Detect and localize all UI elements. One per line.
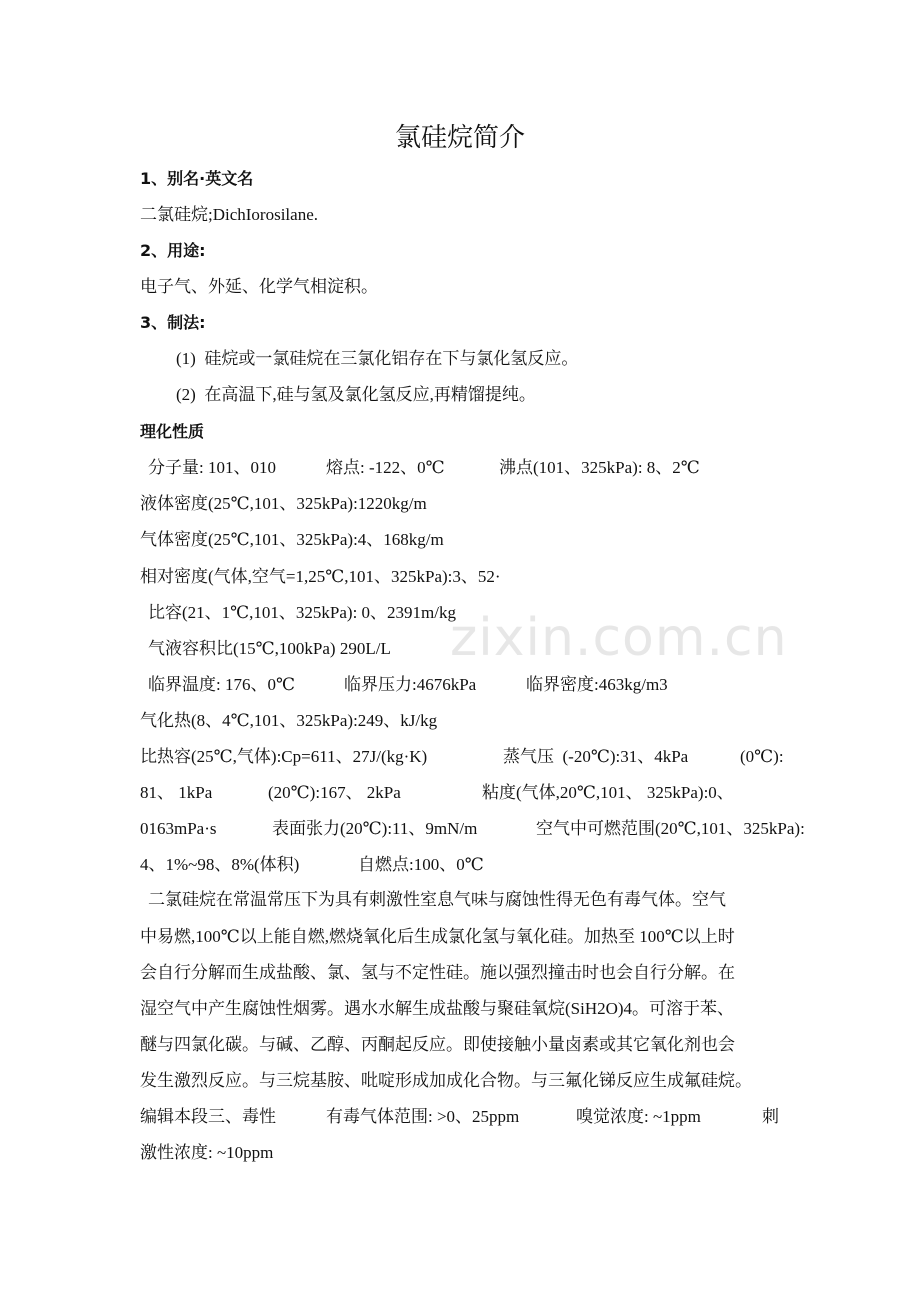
prop-viscosity: 粘度(气体,20℃,101、 325kPa):0、 bbox=[482, 783, 734, 802]
description-line-3: 会自行分解而生成盐酸、氯、氢与不定性硅。施以强烈撞击时也会自行分解。在 bbox=[140, 963, 735, 982]
section-3-item-2: (2) 在高温下,硅与氢及氯化氢反应,再精馏提纯。 bbox=[176, 385, 536, 404]
prop-flammable-range-value: 4、1%~98、8%(体积) bbox=[140, 855, 300, 874]
prop-autoignition-point: 自燃点:100、0℃ bbox=[358, 855, 484, 874]
prop-viscosity-value: 0163mPa·s bbox=[140, 819, 217, 838]
description-line-5: 醚与四氯化碳。与碱、乙醇、丙酮起反应。即使接触小量卤素或其它氧化剂也会 bbox=[140, 1035, 735, 1054]
prop-vapor-pressure-value: 81、 1kPa bbox=[140, 783, 213, 802]
toxicity-irritation-concentration: 激性浓度: ~10ppm bbox=[140, 1143, 274, 1162]
toxicity-heading: 编辑本段三、毒性 bbox=[140, 1107, 276, 1126]
toxicity-irritation-prefix: 刺 bbox=[762, 1107, 779, 1126]
prop-molecular-weight: 分子量: 101、010 bbox=[148, 458, 276, 477]
prop-liquid-density: 液体密度(25℃,101、325kPa):1220kg/m bbox=[140, 494, 427, 513]
description-line-1: 二氯硅烷在常温常压下为具有刺激性室息气味与腐蚀性得无色有毒气体。空气 bbox=[148, 890, 726, 909]
prop-melting-point: 熔点: -122、0℃ bbox=[326, 458, 445, 477]
properties-heading: 理化性质 bbox=[140, 422, 205, 441]
prop-vapor-pressure-0c: (0℃): bbox=[740, 747, 784, 766]
prop-specific-volume: 比容(21、1℃,101、325kPa): 0、2391m/kg bbox=[148, 603, 457, 622]
section-2-body: 电子气、外延、化学气相淀积。 bbox=[140, 277, 378, 296]
prop-heat-of-vaporization: 气化热(8、4℃,101、325kPa):249、kJ/kg bbox=[140, 711, 438, 730]
prop-boiling-point: 沸点(101、325kPa): 8、2℃ bbox=[499, 458, 700, 477]
section-3-item-1: (1) 硅烷或一氯硅烷在三氯化铝存在下与氯化氢反应。 bbox=[176, 349, 579, 368]
prop-specific-heat: 比热容(25℃,气体):Cp=611、27J/(kg·K) bbox=[140, 747, 428, 766]
section-3-heading: 3、制法: bbox=[140, 313, 206, 332]
prop-vapor-pressure-20c: (20℃):167、 2kPa bbox=[268, 783, 401, 802]
prop-vapor-pressure: 蒸气压 (-20℃):31、4kPa bbox=[503, 747, 689, 766]
prop-critical-pressure: 临界压力:4676kPa bbox=[344, 675, 477, 694]
section-1-heading: 1、别名·英文名 bbox=[140, 169, 254, 188]
toxicity-range: 有毒气体范围: >0、25ppm bbox=[326, 1107, 520, 1126]
toxicity-odor-threshold: 嗅觉浓度: ~1ppm bbox=[576, 1107, 701, 1126]
prop-critical-density: 临界密度:463kg/m3 bbox=[526, 675, 668, 694]
prop-critical-temperature: 临界温度: 176、0℃ bbox=[148, 675, 295, 694]
description-line-6: 发生激烈反应。与三烷基胺、吡啶形成加成化合物。与三氟化锑反应生成氟硅烷。 bbox=[140, 1071, 752, 1090]
page-title: 氯硅烷简介 bbox=[394, 123, 525, 153]
prop-flammable-range: 空气中可燃范围(20℃,101、325kPa): bbox=[536, 819, 805, 838]
prop-surface-tension: 表面张力(20℃):11、9mN/m bbox=[272, 819, 478, 838]
description-line-2: 中易燃,100℃以上能自燃,燃烧氧化后生成氯化氢与氧化硅。加热至 100℃以上时 bbox=[140, 927, 735, 946]
description-line-4: 湿空气中产生腐蚀性烟雾。遇水水解生成盐酸与聚硅氧烷(SiH2O)4。可溶于苯、 bbox=[140, 999, 735, 1018]
watermark: zixin.com.cn bbox=[450, 608, 788, 668]
section-2-heading: 2、用途: bbox=[140, 241, 206, 260]
prop-relative-density: 相对密度(气体,空气=1,25℃,101、325kPa):3、52· bbox=[140, 567, 501, 586]
prop-gas-density: 气体密度(25℃,101、325kPa):4、168kg/m bbox=[140, 530, 444, 549]
prop-gas-liquid-ratio: 气液容积比(15℃,100kPa) 290L/L bbox=[148, 639, 391, 658]
section-1-body: 二氯硅烷;DichIorosilane. bbox=[140, 205, 318, 224]
